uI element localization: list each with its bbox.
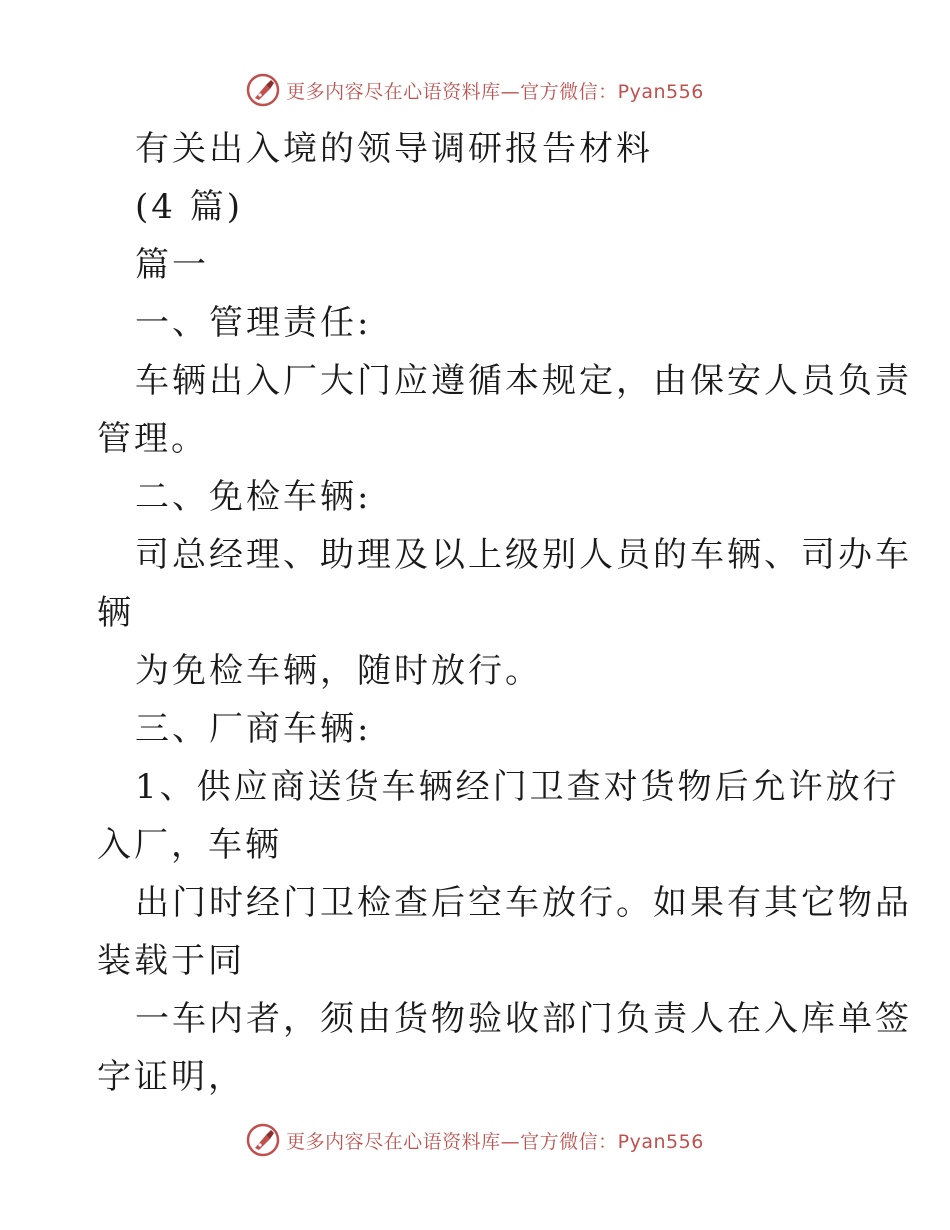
watermark-text: 更多内容尽在心语资料库—官方微信：Pyan556 bbox=[286, 1130, 704, 1153]
paragraph-line: 车辆出入厂大门应遵循本规定，由保安人员负责 bbox=[135, 361, 912, 401]
paragraph-line: 入厂，车辆 bbox=[97, 825, 282, 865]
paragraph-line: 司总经理、助理及以上级别人员的车辆、司办车 bbox=[135, 535, 912, 575]
header-watermark bbox=[0, 70, 950, 110]
paragraph-line: 装载于同 bbox=[97, 941, 245, 981]
document-body bbox=[97, 120, 912, 1106]
paragraph-line: 为免检车辆，随时放行。 bbox=[135, 651, 542, 691]
paragraph-line: 一车内者，须由货物验收部门负责人在入库单签 bbox=[135, 999, 912, 1039]
section-heading: 篇一 bbox=[135, 245, 209, 285]
watermark-text: 更多内容尽在心语资料库—官方微信：Pyan556 bbox=[286, 80, 704, 103]
pen-nib-logo-icon bbox=[246, 73, 280, 107]
clause-heading: 二、免检车辆: bbox=[135, 477, 372, 517]
paragraph-line: 出门时经门卫检查后空车放行。如果有其它物品 bbox=[135, 883, 912, 923]
article-count: (4 篇) bbox=[135, 187, 243, 227]
paragraph-line: 管理。 bbox=[97, 419, 208, 459]
pen-nib-logo-icon bbox=[246, 1123, 280, 1157]
paragraph-line: 字证明， bbox=[97, 1057, 245, 1097]
document-title: 有关出入境的领导调研报告材料 bbox=[135, 129, 653, 169]
clause-heading: 一、管理责任: bbox=[135, 303, 372, 343]
clause-heading: 三、厂商车辆: bbox=[135, 709, 372, 749]
paragraph-line: 辆 bbox=[97, 593, 134, 633]
footer-watermark bbox=[0, 1120, 950, 1160]
paragraph-line: 1、供应商送货车辆经门卫查对货物后允许放行 bbox=[135, 767, 900, 807]
